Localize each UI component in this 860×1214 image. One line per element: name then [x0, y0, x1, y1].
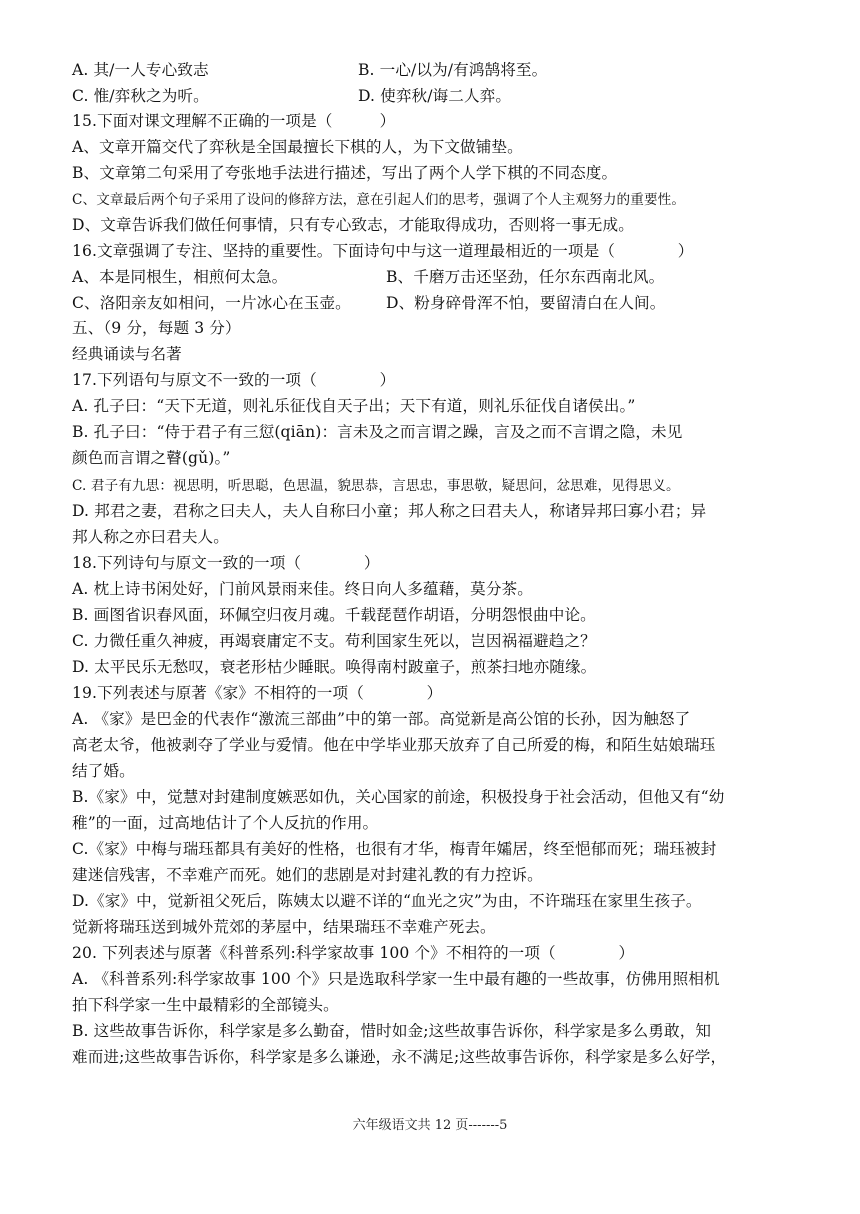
text-line: D、文章告诉我们做任何事情，只有专心致志，才能取得成功，否则将一事无成。	[72, 216, 634, 234]
text-line: 18.下列诗句与原文一致的一项（ ）	[72, 554, 380, 572]
text-line: 20. 下列表述与原著《科普系列:科学家故事 100 个》不相符的一项（ ）	[72, 944, 635, 962]
text-line: B. 画图省识春风面，环佩空归夜月魂。千载琵琶作胡语，分明怨恨曲中论。	[72, 606, 596, 624]
text-line: D.《家》中，觉新祖父死后，陈姨太以避不详的“血光之灾”为由，不许瑞珏在家里生孩子。	[72, 892, 702, 910]
text-line: A. 孔子曰：“天下无道，则礼乐征伐自天子出；天下有道，则礼乐征伐自诸侯出。”	[72, 397, 636, 415]
text-line: D. 太平民乐无愁叹，衰老形枯少睡眠。唤得南村跛童子，煎茶扫地亦随缘。	[72, 658, 597, 676]
text-line: C.《家》中梅与瑞珏都具有美好的性格，也很有才华，梅青年孀居，终至悒郁而死；瑞珏被封	[72, 840, 717, 858]
text-line: 16.文章强调了专注、坚持的重要性。下面诗句中与这一道理最相近的一项是（ ）	[72, 242, 694, 260]
page-footer: 六年级语文共 12 页-------5	[352, 1118, 508, 1133]
text-line: C、文章最后两个句子采用了设问的修辞方法，意在引起人们的思考，强调了个人主观努力的重要性。	[72, 192, 686, 208]
text-line: B、文章第二句采用了夸张地手法进行描述，写出了两个人学下棋的不同态度。	[72, 164, 618, 182]
text-line: A、本是同根生，相煎何太急。	[72, 268, 288, 286]
text-line: 邦人称之亦曰君夫人。	[72, 528, 229, 546]
text-line: A. 其/一人专心致志	[72, 61, 209, 79]
text-line: 经典诵读与名著	[72, 345, 182, 363]
text-line: A. 《科普系列:科学家故事 100 个》只是选取科学家一生中最有趣的一些故事，仿佛用照相机	[72, 970, 720, 988]
text-line: B.《家》中，觉慧对封建制度嫉恶如仇，关心国家的前途，积极投身于社会活动，但他又有“幼	[72, 788, 725, 806]
text-line: 建迷信残害，不幸难产而死。她们的悲剧是对封建礼教的有力控诉。	[72, 866, 543, 884]
text-line: 稚”的一面，过高地估计了个人反抗的作用。	[72, 814, 379, 832]
text-line: 颜色而言谓之瞽(gǔ)。”	[72, 449, 231, 467]
text-line: 五、（9 分，每题 3 分）	[72, 319, 241, 337]
text-line: D. 邦君之妻，君称之曰夫人，夫人自称曰小童；邦人称之曰君夫人，称诸异邦曰寡小君；异	[72, 502, 707, 520]
text-line: A、文章开篇交代了弈秋是全国最擅长下棋的人，为下文做铺垫。	[72, 138, 523, 156]
text-line: 15.下面对课文理解不正确的一项是（ ）	[72, 112, 396, 130]
text-line: B. 孔子曰：“侍于君子有三愆(qiān)：言未及之而言谓之躁，言及之而不言谓之隐，未见	[72, 423, 683, 441]
text-line: 难而进;这些故事告诉你，科学家是多么谦逊，永不满足;这些故事告诉你，科学家是多么好学，	[72, 1048, 727, 1066]
text-line: D、粉身碎骨浑不怕，要留清白在人间。	[386, 294, 666, 312]
text-line: 17.下列语句与原文不一致的一项（ ）	[72, 371, 396, 389]
text-line: D. 使弈秋/诲二人弈。	[358, 87, 512, 105]
text-line: B、千磨万击还坚劲，任尔东西南北风。	[386, 268, 665, 286]
text-line: 觉新将瑞珏送到城外荒郊的茅屋中，结果瑞珏不幸难产死去。	[72, 918, 496, 936]
text-line: B. 这些故事告诉你，科学家是多么勤奋，惜时如金;这些故事告诉你，科学家是多么勇敢，知	[72, 1022, 712, 1040]
text-line: B. 一心/以为/有鸿鹄将至。	[358, 61, 548, 79]
text-line: C、洛阳亲友如相问，一片冰心在玉壶。	[72, 294, 351, 312]
text-line: A. 枕上诗书闲处好，门前风景雨来佳。终日向人多蕴藉，莫分茶。	[72, 580, 533, 598]
text-line: C. 力微任重久神疲，再竭衰庸定不支。苟利国家生死以，岂因祸福避趋之？	[72, 632, 596, 650]
text-line: A. 《家》是巴金的代表作“激流三部曲”中的第一部。高觉新是高公馆的长孙，因为触怒了	[72, 710, 691, 728]
text-line: 结了婚。	[72, 762, 135, 780]
text-line: C. 君子有九思：视思明，听思聪，色思温，貌思恭，言思忠，事思敬，疑思问，忿思难，见得思义。	[72, 478, 680, 494]
text-line: C. 惟/弈秋之为听。	[72, 87, 209, 105]
text-line: 19.下列表述与原著《家》不相符的一项（ ）	[72, 684, 443, 702]
text-line: 拍下科学家一生中最精彩的全部镜头。	[72, 996, 339, 1014]
text-line: 高老太爷，他被剥夺了学业与爱情。他在中学毕业那天放弃了自己所爱的梅，和陌生姑娘瑞珏	[72, 736, 716, 754]
